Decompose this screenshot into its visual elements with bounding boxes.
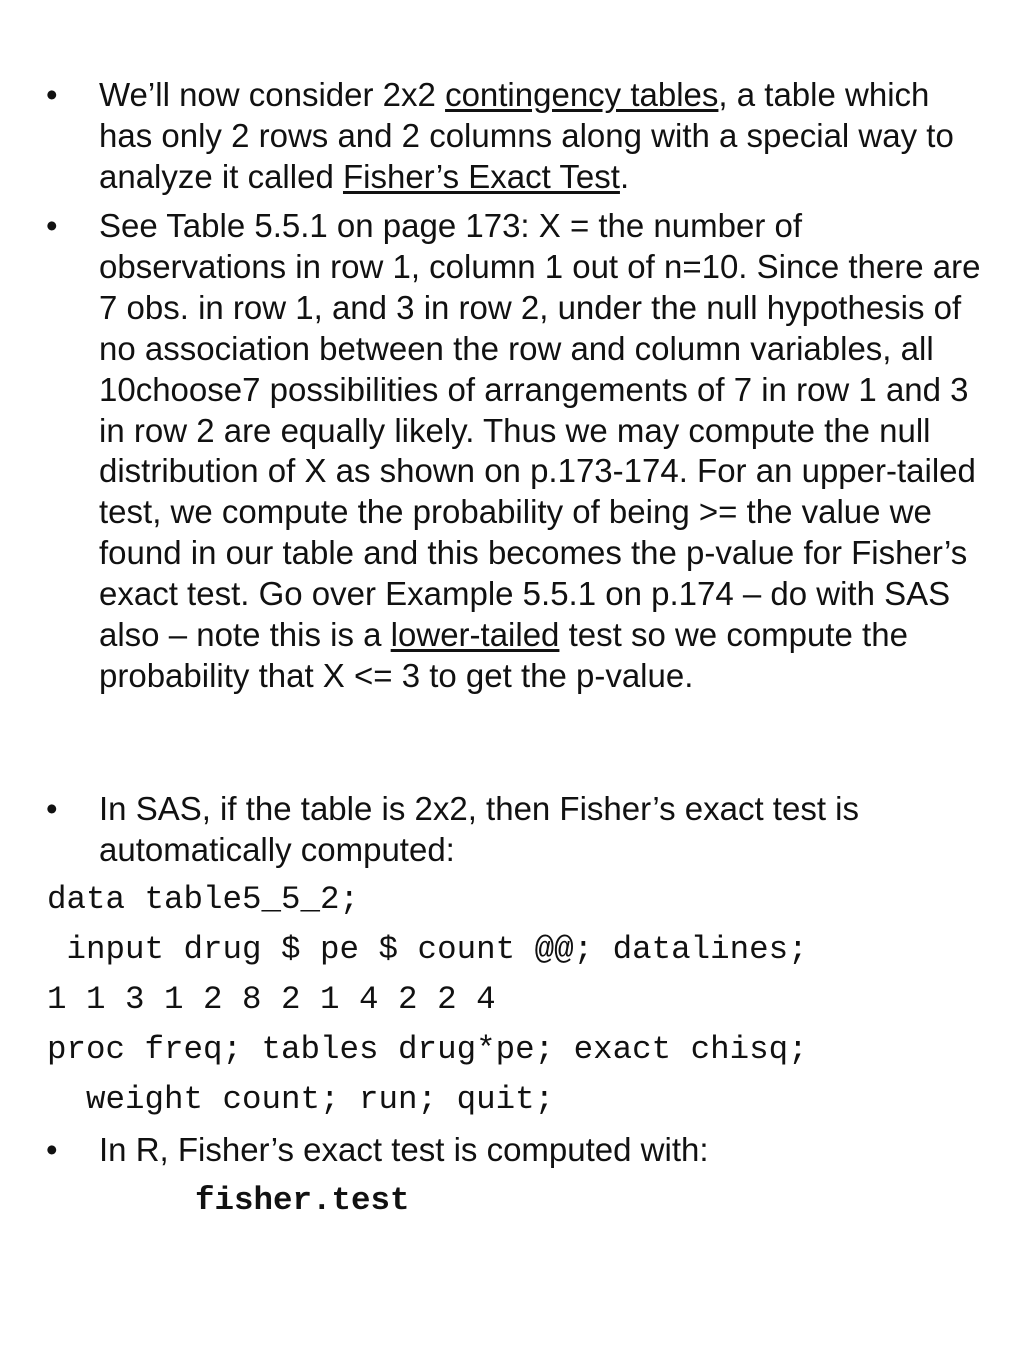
term-lower-tailed: lower-tailed xyxy=(390,616,560,654)
bullet-r xyxy=(46,1130,986,1171)
bullet-marker: • xyxy=(46,76,58,113)
bullet-text: We’ll now consider 2x2 contingency tables, a table which has only 2 rows and 2 columns along with a special way to analyze it called Fisher’s Exact Test. xyxy=(99,76,954,195)
bullet-text: See Table 5.5.1 on page 173: X = the number of observations in row 1, column 1 out of n=10. Since there are 7 obs. in row 1, and 3 in row 2, under the null hypothesis of no association between the row and column variables, all 10choose7 possibilities of arrangements of 7 in row 1 and 3 in row 2 are equally likely. Thus we may compute the null distribution of X as shown on p.173-174. For an upper-tailed test, we compute the probability of being >= the value we found in our table and this becomes the p-value for Fisher’s exact test. Go over Example 5.5.1 on p.174 – do with SAS also – note this is a lower-tailed test so we compute the probability that X <= 3 to get the p-value. xyxy=(99,207,981,694)
sas-code-line-3: 1 1 3 1 2 8 2 1 4 2 2 4 xyxy=(47,981,496,1018)
bullet-marker: • xyxy=(46,1131,58,1168)
sas-code-line-4: proc freq; tables drug*pe; exact chisq; xyxy=(47,1031,808,1068)
sas-code-line-1: data table5_5_2; xyxy=(47,881,360,918)
sas-code-line-2: input drug $ pe $ count @@; datalines; xyxy=(47,931,808,968)
bullet-text: In SAS, if the table is 2x2, then Fisher’s exact test is automatically computed: xyxy=(99,790,859,868)
bullet-marker: • xyxy=(46,790,58,827)
bullet-marker: • xyxy=(46,207,58,244)
sas-code-line-5: weight count; run; quit; xyxy=(47,1081,555,1118)
r-code: fisher.test xyxy=(195,1182,410,1219)
term-fishers-exact-test: Fisher’s Exact Test xyxy=(342,157,620,195)
bullet-table-5-5-1 xyxy=(46,206,986,697)
bullet-contingency-tables xyxy=(46,75,986,198)
bullet-text: In R, Fisher’s exact test is computed with: xyxy=(99,1131,709,1168)
term-contingency-tables: contingency tables xyxy=(445,76,719,113)
bullet-sas xyxy=(46,789,986,871)
